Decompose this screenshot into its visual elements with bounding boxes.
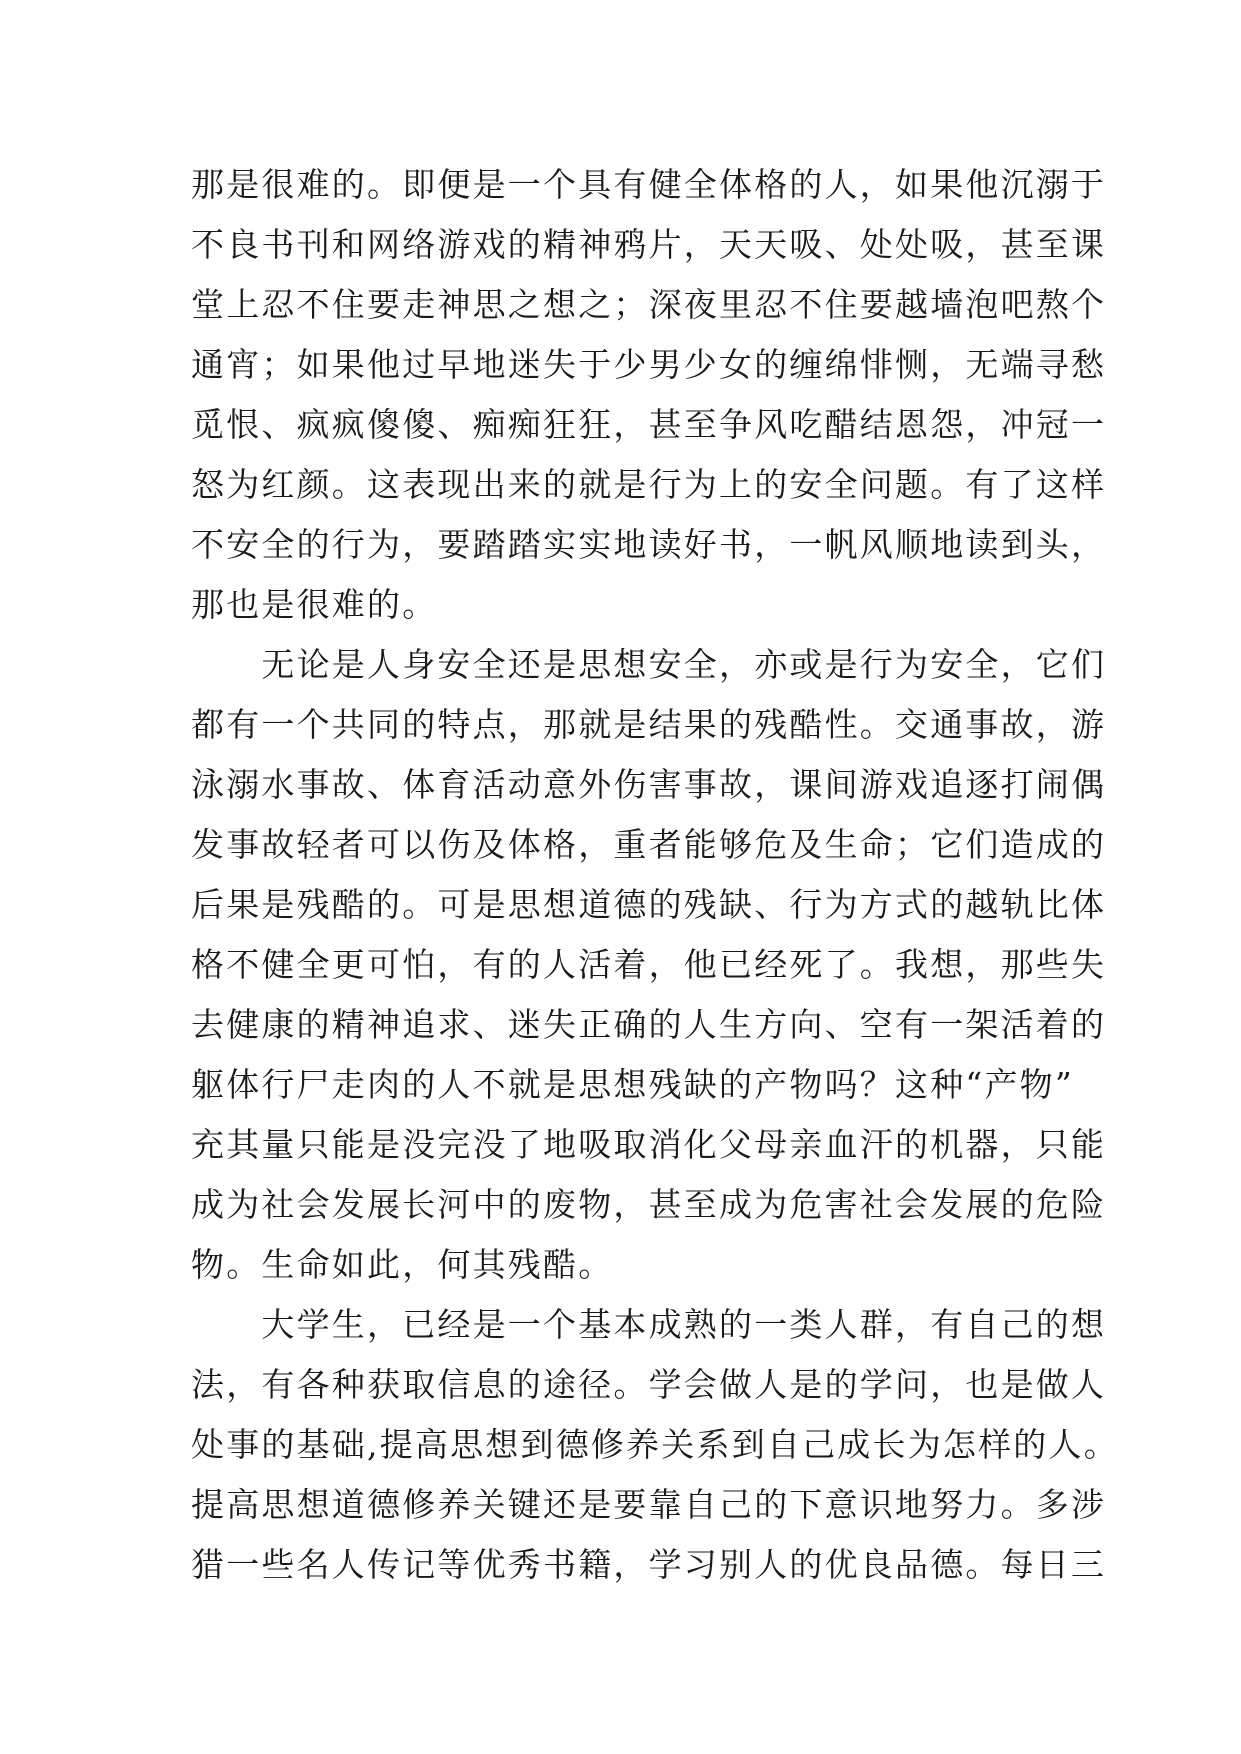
text-line: 那是很难的。即便是一个具有健全体格的人，如果他沉溺于 <box>191 165 1107 204</box>
text-line: 躯体行尸走肉的人不就是思想残缺的产物吗？这种“产物” <box>191 1065 1074 1104</box>
text-line: 格不健全更可怕，有的人活着，他已经死了。我想，那些失 <box>191 945 1107 984</box>
text-line: 去健康的精神追求、迷失正确的人生方向、空有一架活着的 <box>191 1005 1107 1044</box>
text-line: 无论是人身安全还是思想安全，亦或是行为安全，它们 <box>191 645 1107 684</box>
text-line: 觅恨、疯疯傻傻、痴痴狂狂，甚至争风吃醋结恩怨，冲冠一 <box>191 405 1107 444</box>
text-line: 那也是很难的。 <box>191 585 438 624</box>
text-line: 猎一些名人传记等优秀书籍，学习别人的优良品德。每日三 <box>191 1545 1107 1584</box>
text-line: 发事故轻者可以伤及体格，重者能够危及生命；它们造成的 <box>191 825 1107 864</box>
text-line: 堂上忍不住要走神思之想之；深夜里忍不住要越墙泡吧熬个 <box>191 285 1107 324</box>
text-line: 法，有各种获取信息的途径。学会做人是的学问，也是做人 <box>191 1365 1107 1404</box>
text-line: 充其量只能是没完没了地吸取消化父母亲血汗的机器，只能 <box>191 1125 1107 1164</box>
text-line: 大学生，已经是一个基本成熟的一类人群，有自己的想 <box>191 1305 1107 1344</box>
text-line: 都有一个共同的特点，那就是结果的残酷性。交通事故，游 <box>191 705 1107 744</box>
text-line: 成为社会发展长河中的废物，甚至成为危害社会发展的危险 <box>191 1185 1107 1224</box>
body-text <box>191 155 1119 1595</box>
text-line: 怒为红颜。这表现出来的就是行为上的安全问题。有了这样 <box>191 465 1107 504</box>
text-line: 不良书刊和网络游戏的精神鸦片，天天吸、处处吸，甚至课 <box>191 225 1107 264</box>
text-line: 后果是残酷的。可是思想道德的残缺、行为方式的越轨比体 <box>191 885 1107 924</box>
text-line: 通宵；如果他过早地迷失于少男少女的缠绵悱恻，无端寻愁 <box>191 345 1107 384</box>
text-line: 不安全的行为，要踏踏实实地读好书，一帆风顺地读到头， <box>191 525 1107 564</box>
text-line: 泳溺水事故、体育活动意外伤害事故，课间游戏追逐打闹偶 <box>191 765 1107 804</box>
text-line: 物。生命如此，何其残酷。 <box>191 1245 614 1284</box>
text-line: 提高思想道德修养关键还是要靠自己的下意识地努力。多涉 <box>191 1485 1107 1524</box>
text-line: 处事的基础,提高思想到德修养关系到自己成长为怎样的人。 <box>191 1425 1119 1464</box>
